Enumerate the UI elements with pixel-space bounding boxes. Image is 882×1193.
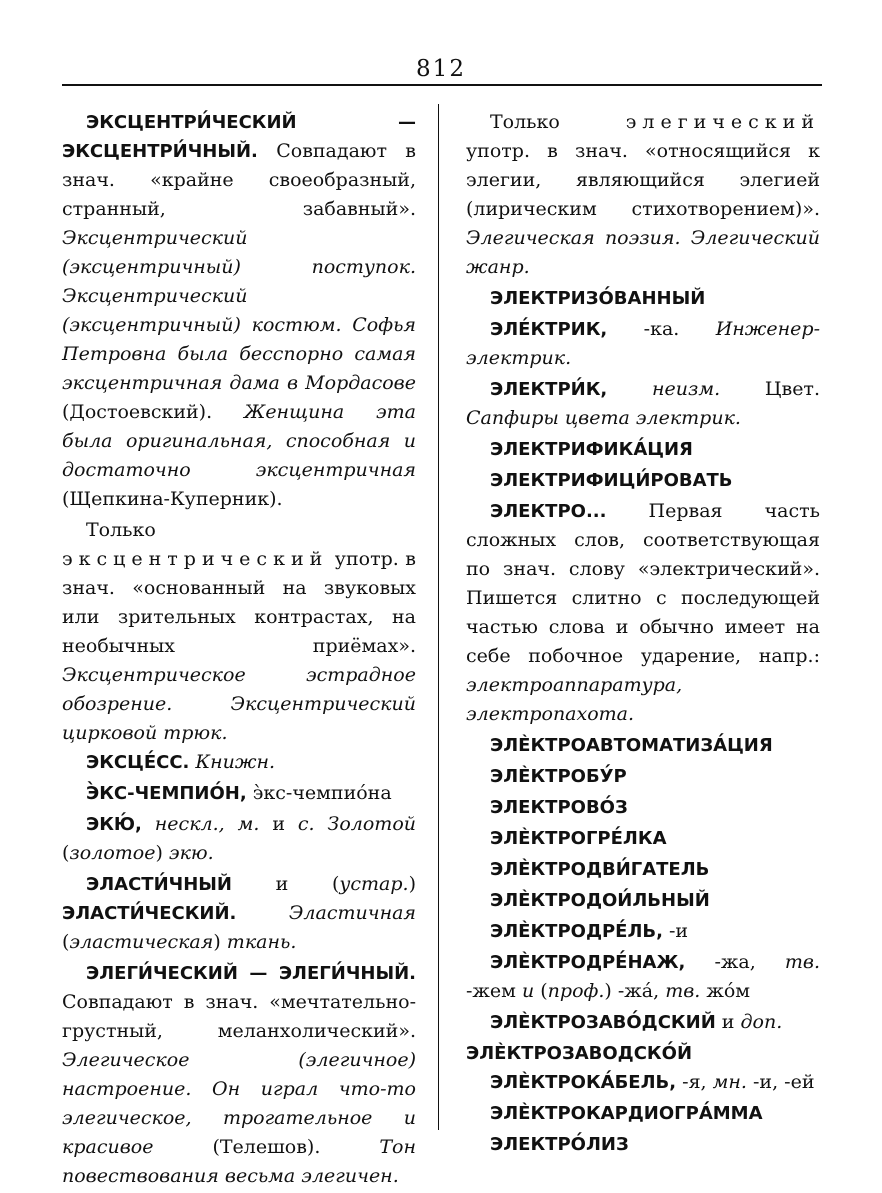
example-text: Элегическая поэзия. Элегический жанр. <box>466 227 820 278</box>
example-text: Тон повествования весьма элегичен. <box>62 1136 416 1187</box>
headword: ЭКЮ́, <box>86 814 142 835</box>
entry-w2 <box>466 762 820 791</box>
entry-elegicheskiy <box>62 959 416 1191</box>
entry-eks-chempion <box>62 779 416 808</box>
entry-text: ( <box>62 842 70 864</box>
headword: ЭКСЦЕНТРИ́ЧЕСКИЙ — ЭКСЦЕНТРИ́ЧНЫЙ. <box>62 112 416 162</box>
entry-text: -я, <box>676 1071 713 1093</box>
label-text: Книжн. <box>189 751 276 773</box>
headword: ЭЛЀКТРОАВТОМАТИЗА́ЦИЯ <box>490 735 773 756</box>
right-column <box>466 108 820 1161</box>
entry-text: ) <box>213 931 227 953</box>
headword: ЭЛЕКТРО... <box>490 501 607 522</box>
headword: ЭЛЀКТРОКА́БЕЛЬ, <box>490 1072 677 1093</box>
entry-text: употр. в знач. «относящийся к элегии, являющийся элегией (лирическим стихотворением)». <box>466 140 820 220</box>
entry-text: -ка. <box>607 318 716 340</box>
entry-elektro <box>466 497 820 729</box>
page-number: 812 <box>416 56 466 82</box>
headword: ЭЛАСТИ́ЧЕСКИЙ. <box>62 903 237 924</box>
example-text: Сапфиры цвета электрик. <box>466 407 741 429</box>
label-text: тв. <box>665 980 701 1002</box>
entry-elektrizovannyy <box>466 284 820 313</box>
headword: ЭЛЕ́КТРИК, <box>490 319 608 340</box>
headword: ЭЛЕКТРИ́К, <box>490 379 608 400</box>
label-text: неизм. <box>607 378 721 400</box>
entry-text: ) <box>408 873 416 895</box>
entry-elektrik-1 <box>466 315 820 373</box>
entry-text: ( <box>534 980 548 1002</box>
entry-w10 <box>466 1068 820 1097</box>
entry-ekscentricheskiy <box>62 108 416 514</box>
entry-w7 <box>466 917 820 946</box>
headword: ЭЛЀКТРОДВИ́ГАТЕЛЬ <box>490 859 710 880</box>
headword: ЭЛЕКТРИЗО́ВАННЫЙ <box>490 288 706 309</box>
headword: ЭЛЀКТРОБУ́Р <box>490 766 627 787</box>
label-text: и <box>521 980 535 1002</box>
entry-text: Совпадают в знач. «мечтательно-грустный, меланхолический». <box>62 991 416 1042</box>
headword: ЭЛЕГИ́ЧЕСКИЙ — ЭЛЕГИ́ЧНЫЙ. <box>86 963 416 984</box>
headword: ЭЛЕКТРИФИЦИ́РОВАТЬ <box>490 470 733 491</box>
headword: ЭЛЕКТРИФИКА́ЦИЯ <box>490 439 693 460</box>
entry-text: и <box>259 813 298 835</box>
entry-ekscess <box>62 748 416 777</box>
example-text: золотое <box>69 842 156 864</box>
entry-text: э̀кс-чемпио́на <box>246 782 392 804</box>
label-text: мн. <box>712 1071 747 1093</box>
entry-text: Первая часть сложных слов, соответствующая по знач. слову «электрический». Пишется слитно с последующей частью слова и обычно имеет на себе побочное ударение, напр.: <box>466 500 820 667</box>
entry-text: Только <box>86 519 156 541</box>
entry-text: (Щепкина-Куперник). <box>62 488 283 510</box>
headword: Э̀КС-ЧЕМПИО́Н, <box>86 783 247 804</box>
entry-text: ) -жа́, <box>604 980 666 1002</box>
example-text: экю. <box>168 842 214 864</box>
entry-w5 <box>466 855 820 884</box>
header-rule <box>62 84 822 86</box>
entry-text: Совпадают в знач. «крайне своеобразный, странный, забавный». <box>62 140 416 220</box>
label-text: доп. <box>740 1011 783 1033</box>
entry-text: -жа, <box>685 951 785 973</box>
usage-paragraph <box>62 516 416 748</box>
headword: ЭЛЀКТРОДРЕ́ЛЬ, <box>490 921 663 942</box>
label-text: нескл., м. <box>141 813 260 835</box>
spaced-term: элегический <box>625 111 820 133</box>
entry-w11 <box>466 1099 820 1128</box>
headword: ЭЛЀКТРОЗАВО́ДСКИЙ <box>490 1012 716 1033</box>
entry-w4 <box>466 824 820 853</box>
label-text: проф. <box>547 980 605 1002</box>
entry-text: Только <box>490 111 626 133</box>
entry-w12 <box>466 1130 820 1159</box>
entry-text: -жем <box>466 980 522 1002</box>
entry-w1 <box>466 731 820 760</box>
headword: ЭЛЕКТРО́ЛИЗ <box>490 1134 629 1155</box>
entry-text: (Достоевский). <box>62 401 244 423</box>
usage-paragraph <box>466 108 820 282</box>
entry-text: -и, -ей <box>746 1071 815 1093</box>
entry-text: жо́м <box>700 980 751 1002</box>
example-text: Элегическое (элегичное) настроение. Он играл что-то элегическое, трогательное и красивое <box>62 1049 416 1158</box>
entry-w9-variant <box>466 1039 820 1068</box>
example-text: Эксцентрическое эстрадное обозрение. Эксцентрический цирковой трюк. <box>62 664 416 744</box>
entry-w3 <box>466 793 820 822</box>
entry-w6 <box>466 886 820 915</box>
entry-elektrik-2 <box>466 375 820 433</box>
entry-text: -и <box>662 920 689 942</box>
entry-elektrificirovat <box>466 466 820 495</box>
headword: ЭЛЀКТРОЗАВОДСКО́Й <box>466 1043 693 1064</box>
example-text: Женщина эта была оригинальная, способная и достаточно эксцентричная <box>62 401 416 481</box>
left-column <box>62 108 416 1193</box>
entry-text: ( <box>62 931 70 953</box>
entry-text: и <box>715 1011 741 1033</box>
headword: ЭЛЀКТРОДОИ́ЛЬНЫЙ <box>490 890 710 911</box>
entry-text: Цвет. <box>720 378 820 400</box>
headword: ЭЛЀКТРОКАРДИОГРА́ММА <box>490 1103 763 1124</box>
example-text: электроаппаратура, электропахота. <box>466 674 683 725</box>
entry-text: и ( <box>231 873 340 895</box>
label-text: тв. <box>784 951 820 973</box>
entry-w9 <box>466 1008 820 1037</box>
entry-text: употр. в знач. «основанный на звуковых или зрительных контрастах, на необычных приёмах». <box>62 548 416 657</box>
entry-text: (Телешов). <box>153 1136 380 1158</box>
spaced-term: эксцентрический <box>62 548 329 570</box>
headword: ЭЛЀКТРОГРЕ́ЛКА <box>490 828 667 849</box>
label-text: устар. <box>339 873 409 895</box>
entry-ekyu <box>62 810 416 868</box>
example-text: Эластичная <box>236 902 416 924</box>
headword: ЭЛЕКТРОВО́З <box>490 797 628 818</box>
headword: ЭЛЀКТРОДРЕ́НАЖ, <box>490 952 686 973</box>
example-text: ткань. <box>226 931 297 953</box>
headword: ЭЛАСТИ́ЧНЫЙ <box>86 874 232 895</box>
entry-text: ) <box>155 842 169 864</box>
example-text: эластическая <box>69 931 214 953</box>
column-divider <box>438 104 439 1130</box>
headword: ЭКСЦЕ́СС. <box>86 752 190 773</box>
example-text: с. Золотой <box>297 813 416 835</box>
example-text: Инженер-электрик. <box>466 318 820 369</box>
entry-w8 <box>466 948 820 1006</box>
entry-elektrifikaciya <box>466 435 820 464</box>
example-text: Эксцентрический (эксцентричный) поступок. Эксцентрический (эксцентричный) костюм. Софья Петровна была бесспорно самая эксцентричная дама в Мордасове <box>62 227 416 394</box>
entry-elastichnyy <box>62 870 416 957</box>
